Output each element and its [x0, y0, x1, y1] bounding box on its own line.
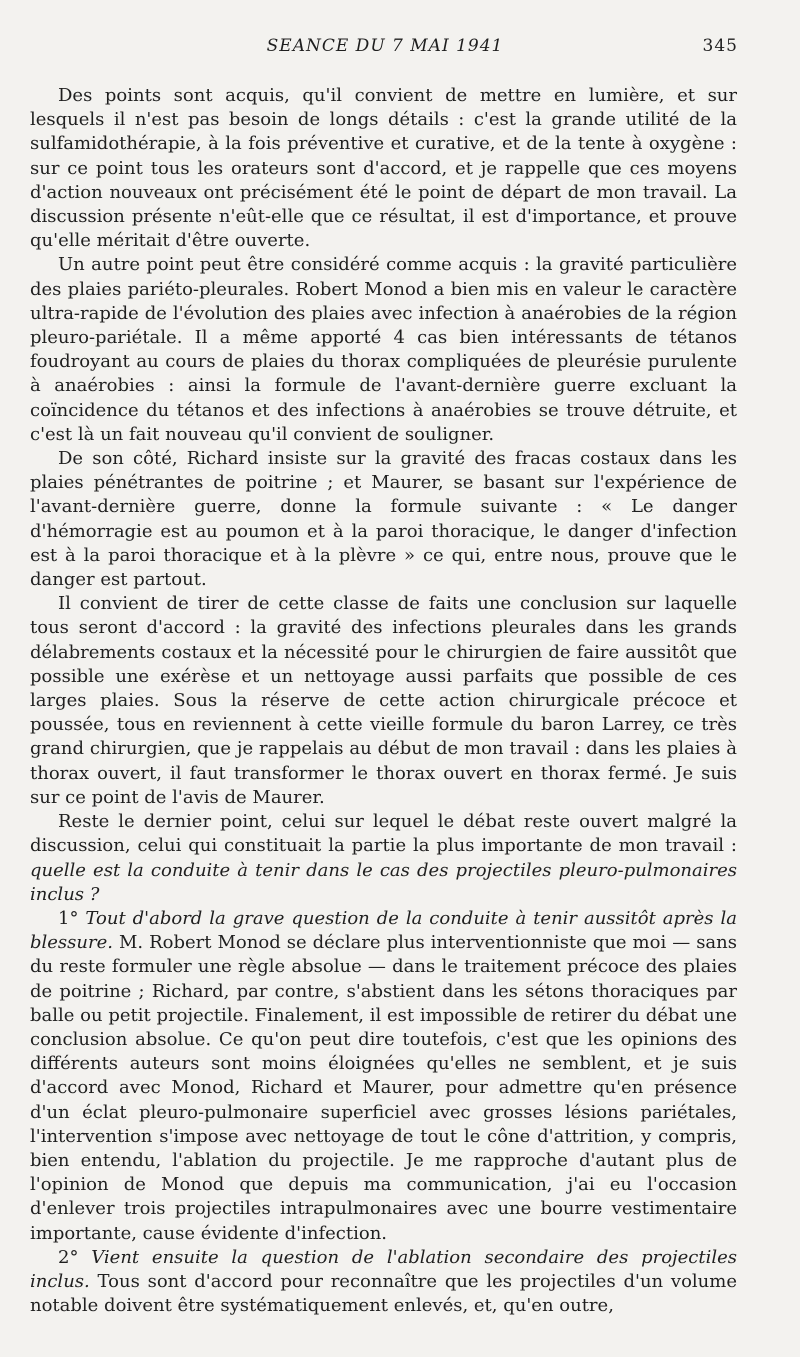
paragraph-2: Un autre point peut être considéré comme acquis : la gravité particulière des plaies pariéto-pleurales. Robert Monod a bien mis en valeur le caractère ultra-rapide de l'évolution des plaies avec infection à anaérobies de la région pleuro-pariétale. Il a même apporté 4 cas bien intéressants de tétanos foudroyant au cours de plaies du thorax compliquées de pleurésie purulente à anaérobies : ainsi la formule de l'avant-dernière guerre excluant la coïncidence du tétanos et des infections à anaérobies se trouve détruite, et c'est là un fait nouveau qu'il convient de souligner.: [30, 254, 737, 445]
italic-question: quelle est la conduite à tenir dans le cas des projectiles pleuro-pulmonaires inclus ?: [30, 859, 737, 905]
paragraph-7: 2° Vient ensuite la question de l'ablation secondaire des projectiles inclus. Tous sont d'accord pour reconnaître que les projectiles d'un volume notable doivent être systématiquement enlevés, et, qu'en outre,: [30, 1246, 737, 1317]
paragraph-5: Reste le dernier point, celui sur lequel le débat reste ouvert malgré la discussion, celui qui constituait la partie la plus importante de mon travail : quelle est la conduite à tenir dans le cas des projectiles pleuro-pulmonaires inclus ?: [30, 811, 737, 905]
italic-heading-1: Tout d'abord la grave question de la conduite à tenir aussitôt après la blessure.: [30, 907, 737, 954]
body-text: [30, 84, 737, 1318]
paragraph-1: Des points sont acquis, qu'il convient de mettre en lumière, et sur lesquels il n'est pas besoin de longs détails : c'est la grande utilité de la sulfamidothérapie, à la fois préventive et curative, et de la tente à oxygène : sur ce point tous les orateurs sont d'accord, et je rappelle que ces moyens d'action nouveaux ont précisément été le point de départ de mon travail. La discussion présente n'eût-elle que ce résultat, il est d'importance, et prouve qu'elle méritait d'être ouverte.: [30, 85, 737, 252]
paragraph-3: De son côté, Richard insiste sur la gravité des fracas costaux dans les plaies pénétrantes de poitrine ; et Maurer, se basant sur l'expérience de l'avant-dernière guerre, donne la formule suivante : « Le danger d'hémorragie est au poumon et à la paroi thoracique, le danger d'infection est à la paroi thoracique et à la plèvre » ce qui, entre nous, prouve que le danger est partout.: [30, 448, 737, 591]
italic-heading-2: Vient ensuite la question de l'ablation secondaire des projectiles inclus.: [30, 1246, 737, 1292]
paragraph-6: 1° Tout d'abord la grave question de la conduite à tenir aussitôt après la blessure. M. Robert Monod se déclare plus interventionniste que moi — sans du reste formuler une règle absolue — dans le traitement précoce des plaies de poitrine ; Richard, par contre, s'abstient dans les sétons thoraciques par balle ou petit projectile. Finalement, il est impossible de retirer du débat une conclusion absolue. Ce qu'on peut dire toutefois, c'est que les opinions des différents auteurs sont moins éloignées qu'elles ne semblent, et je suis d'accord avec Monod, Richard et Maurer, pour admettre qu'en présence d'un éclat pleuro-pulmonaire superficiel avec grosses lésions pariétales, l'intervention s'impose avec nettoyage de tout le cône d'attrition, y compris, bien entendu, l'ablation du projectile. Je me rapproche d'autant plus de l'opinion de Monod que depuis ma communication, j'ai eu l'occasion d'enlever trois projectiles intrapulmonaires avec une bourre vestimentaire importante, cause évidente d'infection.: [30, 907, 737, 1244]
page-number: 345: [702, 36, 738, 56]
running-title: SEANCE DU 7 MAI 1941: [266, 36, 504, 56]
paragraph-4: Il convient de tirer de cette classe de faits une conclusion sur laquelle tous seront d'accord : la gravité des infections pleurales dans les grands délabrements costaux et la nécessité pour le chirurgien de faire aussitôt que possible une exérèse et un nettoyage aussi parfaits que possible de ces larges plaies. Sous la réserve de cette action chirurgicale précoce et poussée, tous en reviennent à cette vieille formule du baron Larrey, ce très grand chirurgien, que je rappelais au début de mon travail : dans les plaies à thorax ouvert, il faut transformer le thorax ouvert en thorax fermé. Je suis sur ce point de l'avis de Maurer.: [30, 593, 737, 808]
running-head: [32, 36, 738, 62]
